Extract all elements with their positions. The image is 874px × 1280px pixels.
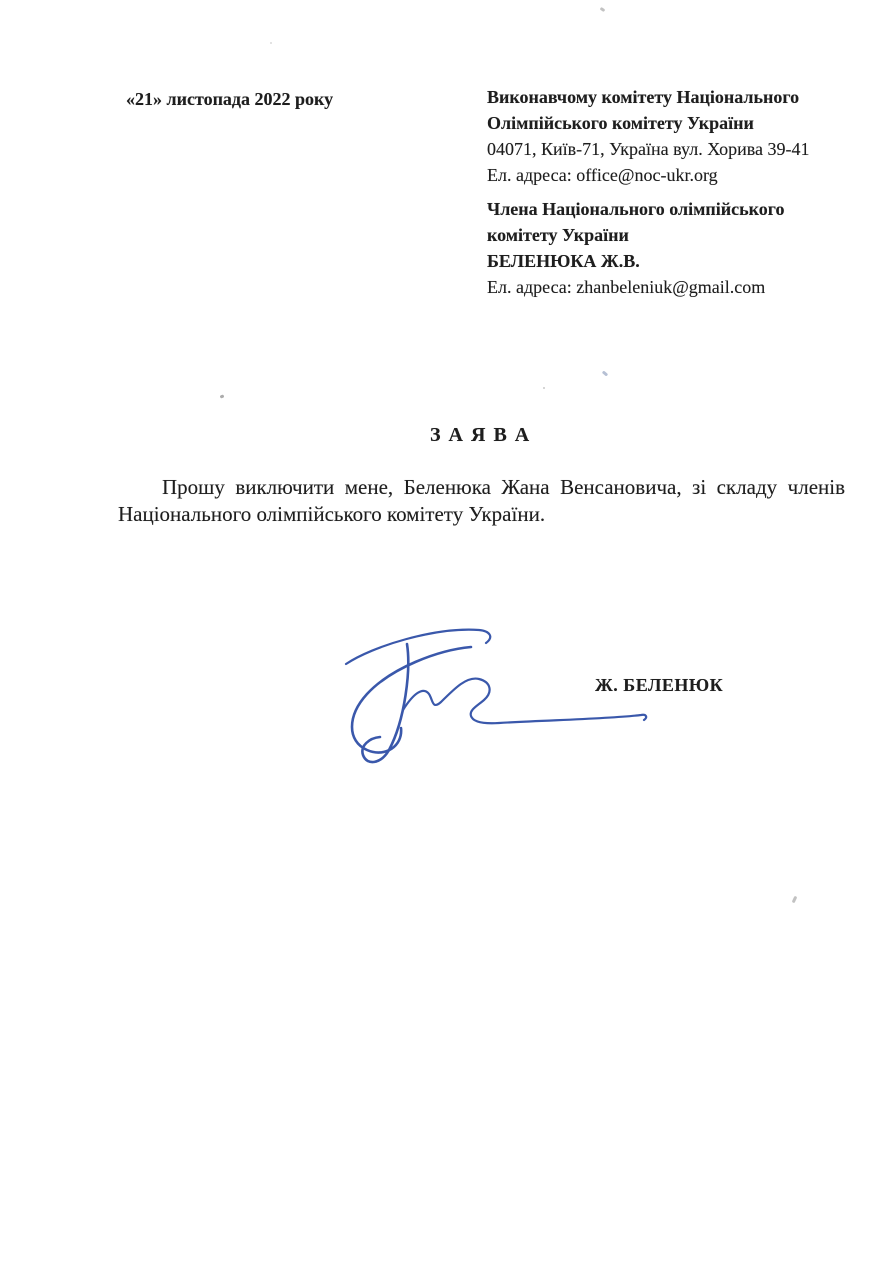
applicant-block — [487, 196, 785, 300]
scan-speck — [220, 394, 225, 398]
recipient-block — [487, 84, 809, 188]
statement-body — [118, 474, 845, 528]
body-line-1: Прошу виключити мене, Беленюка Жана Венсановича, зі складу членів — [162, 475, 845, 499]
recipient-org-line-1: Виконавчому комітету Національного — [487, 87, 800, 107]
scan-speck — [543, 387, 545, 389]
recipient-email: Ел. адреса: office@noc-ukr.org — [487, 165, 718, 185]
letter-date: «21» листопада 2022 року — [126, 89, 334, 109]
scan-speck — [270, 42, 272, 44]
scan-speck — [600, 7, 606, 12]
applicant-name: БЕЛЕНЮКА Ж.В. — [487, 251, 640, 271]
body-line-2: Національного олімпійського комітету України. — [118, 502, 546, 526]
scan-speck — [602, 370, 609, 376]
applicant-role-line-1: Члена Національного олімпійського — [487, 199, 785, 219]
applicant-role-line-2: комітету України — [487, 225, 629, 245]
recipient-org-line-2: Олімпійського комітету України — [487, 113, 754, 133]
statement-title: З А Я В А — [430, 424, 531, 446]
signatory-name: Ж. БЕЛЕНЮК — [595, 675, 724, 695]
applicant-email: Ел. адреса: zhanbeleniuk@gmail.com — [487, 277, 766, 297]
scan-speck — [792, 896, 798, 904]
recipient-address: 04071, Київ-71, Україна вул. Хорива 39-41 — [487, 139, 810, 159]
